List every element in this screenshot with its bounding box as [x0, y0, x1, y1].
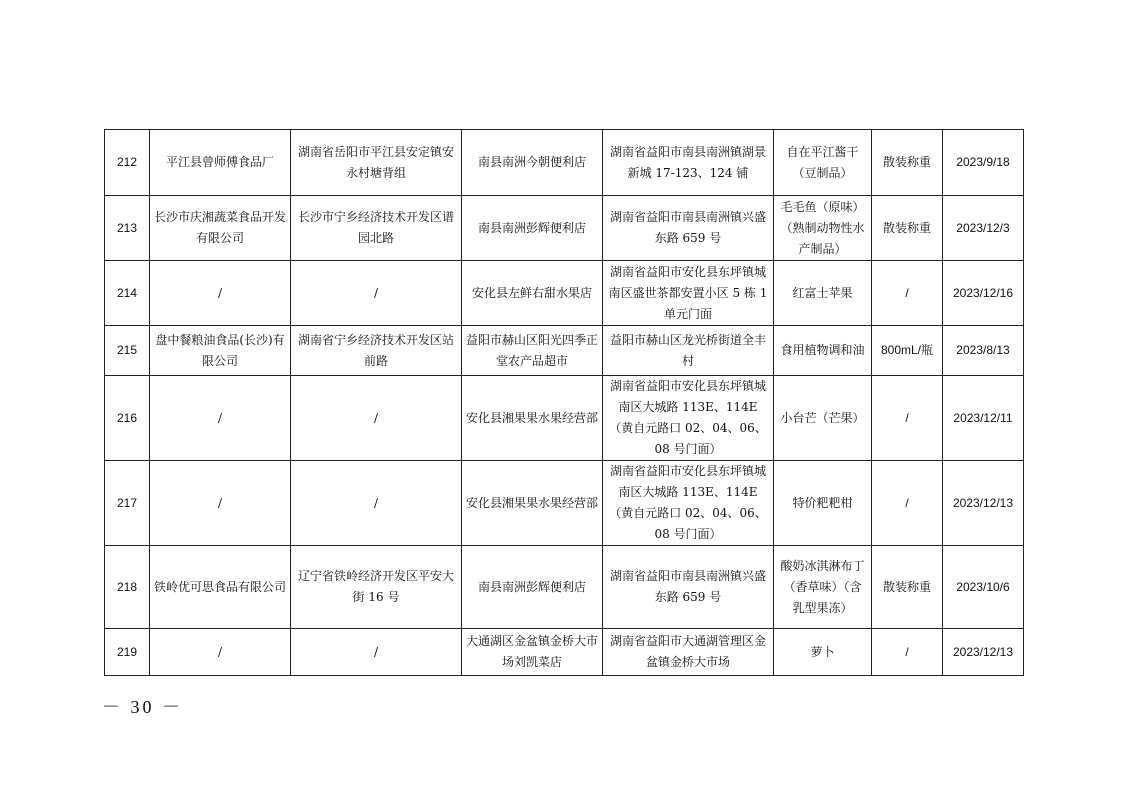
specification-cell: /	[872, 376, 943, 461]
producer-name-cell: 平江县曾师傅食品厂	[150, 130, 291, 196]
seller-address-cell: 湖南省益阳市南县南洲镇兴盛东路 659 号	[603, 196, 774, 261]
row-number: 212	[105, 130, 150, 196]
production-date-cell: 2023/12/16	[943, 261, 1024, 326]
specification-cell: 散装称重	[872, 196, 943, 261]
seller-address-cell: 益阳市赫山区龙光桥街道全丰村	[603, 326, 774, 376]
seller-address-cell: 湖南省益阳市安化县东坪镇城南区大城路 113E、114E（黄自元路口 02、04、06、08 号门面）	[603, 461, 774, 546]
seller-name-cell: 益阳市赫山区阳光四季正堂农产品超市	[462, 326, 603, 376]
page-number: － 30 －	[102, 697, 183, 717]
production-date-cell: 2023/9/18	[943, 130, 1024, 196]
producer-name-cell: /	[150, 261, 291, 326]
seller-address-cell: 湖南省益阳市南县南洲镇湖景新城 17-123、124 铺	[603, 130, 774, 196]
table-row	[105, 326, 1024, 376]
seller-address-cell: 湖南省益阳市南县南洲镇兴盛东路 659 号	[603, 546, 774, 629]
table-row	[105, 461, 1024, 546]
specification-cell: 800mL/瓶	[872, 326, 943, 376]
table-row	[105, 196, 1024, 261]
seller-address-cell: 湖南省益阳市大通湖管理区金盆镇金桥大市场	[603, 629, 774, 676]
producer-name-cell: /	[150, 629, 291, 676]
seller-address-cell: 湖南省益阳市安化县东坪镇城南区盛世茶都安置小区 5 栋 1 单元门面	[603, 261, 774, 326]
specification-cell: 散装称重	[872, 546, 943, 629]
seller-address-cell: 湖南省益阳市安化县东坪镇城南区大城路 113E、114E（黄自元路口 02、04、06、08 号门面）	[603, 376, 774, 461]
row-number: 216	[105, 376, 150, 461]
product-name-cell: 萝卜	[774, 629, 872, 676]
table-body	[105, 130, 1024, 676]
sampling-results-table	[104, 129, 1024, 676]
table-row	[105, 261, 1024, 326]
producer-address-cell: 辽宁省铁岭经济开发区平安大街 16 号	[291, 546, 462, 629]
specification-cell: 散装称重	[872, 130, 943, 196]
producer-address-cell: /	[291, 261, 462, 326]
table-row	[105, 376, 1024, 461]
producer-name-cell: /	[150, 376, 291, 461]
producer-name-cell: 铁岭优可思食品有限公司	[150, 546, 291, 629]
product-name-cell: 小台芒（芒果）	[774, 376, 872, 461]
producer-name-cell: 长沙市庆湘蔬菜食品开发有限公司	[150, 196, 291, 261]
producer-name-cell: /	[150, 461, 291, 546]
production-date-cell: 2023/12/13	[943, 461, 1024, 546]
production-date-cell: 2023/12/11	[943, 376, 1024, 461]
producer-address-cell: 湖南省宁乡经济技术开发区站前路	[291, 326, 462, 376]
specification-cell: /	[872, 629, 943, 676]
production-date-cell: 2023/10/6	[943, 546, 1024, 629]
product-name-cell: 毛毛鱼（原味）（熟制动物性水产制品）	[774, 196, 872, 261]
seller-name-cell: 南县南洲今朝便利店	[462, 130, 603, 196]
row-number: 218	[105, 546, 150, 629]
specification-cell: /	[872, 461, 943, 546]
seller-name-cell: 南县南洲彭辉便利店	[462, 196, 603, 261]
row-number: 215	[105, 326, 150, 376]
seller-name-cell: 南县南洲彭辉便利店	[462, 546, 603, 629]
product-name-cell: 自在平江酱干（豆制品）	[774, 130, 872, 196]
producer-address-cell: 湖南省岳阳市平江县安定镇安永村塘背组	[291, 130, 462, 196]
producer-name-cell: 盘中餐粮油食品(长沙)有限公司	[150, 326, 291, 376]
producer-address-cell: 长沙市宁乡经济技术开发区谱园北路	[291, 196, 462, 261]
product-name-cell: 特价粑粑柑	[774, 461, 872, 546]
table-row	[105, 629, 1024, 676]
seller-name-cell: 安化县湘果果水果经营部	[462, 461, 603, 546]
table-row	[105, 546, 1024, 629]
product-name-cell: 酸奶冰淇淋布丁（香草味）（含乳型果冻）	[774, 546, 872, 629]
row-number: 217	[105, 461, 150, 546]
producer-address-cell: /	[291, 376, 462, 461]
product-name-cell: 红富士苹果	[774, 261, 872, 326]
production-date-cell: 2023/12/3	[943, 196, 1024, 261]
producer-address-cell: /	[291, 461, 462, 546]
production-date-cell: 2023/12/13	[943, 629, 1024, 676]
product-name-cell: 食用植物调和油	[774, 326, 872, 376]
row-number: 214	[105, 261, 150, 326]
producer-address-cell: /	[291, 629, 462, 676]
production-date-cell: 2023/8/13	[943, 326, 1024, 376]
row-number: 213	[105, 196, 150, 261]
seller-name-cell: 安化县左鲜右甜水果店	[462, 261, 603, 326]
seller-name-cell: 大通湖区金盆镇金桥大市场刘凯菜店	[462, 629, 603, 676]
seller-name-cell: 安化县湘果果水果经营部	[462, 376, 603, 461]
specification-cell: /	[872, 261, 943, 326]
row-number: 219	[105, 629, 150, 676]
table-row	[105, 130, 1024, 196]
